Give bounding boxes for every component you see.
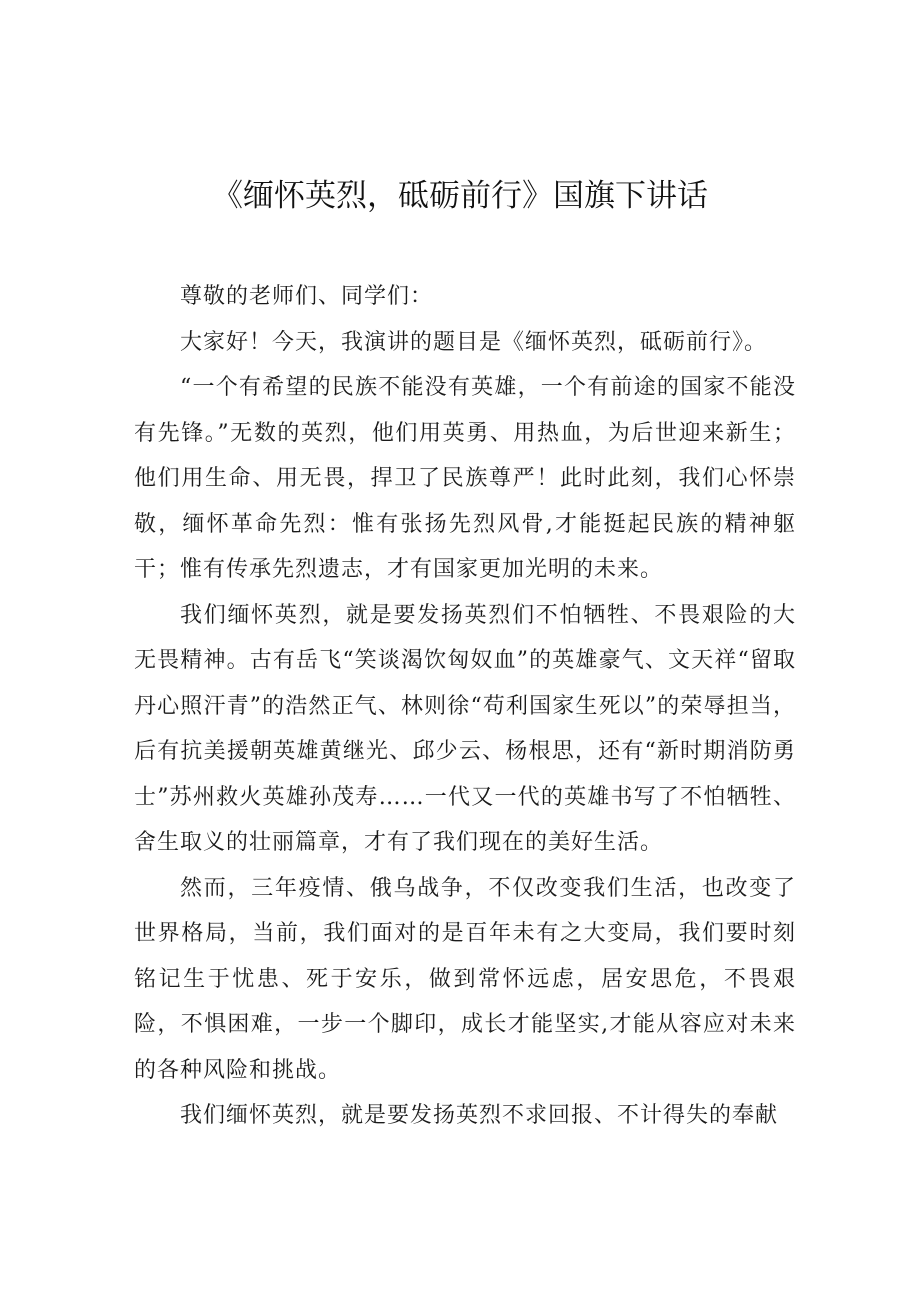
paragraph-intro: 大家好！今天，我演讲的题目是《缅怀英烈，砥砺前行》。 bbox=[180, 329, 768, 355]
document-title: 《缅怀英烈，砥砺前行》国旗下讲话 bbox=[212, 178, 708, 214]
document-body bbox=[134, 274, 796, 1139]
paragraph-quote: “一个有希望的民族不能没有英雄，一个有前途的国家不能没有先锋。”无数的英烈，他们用英勇、用热血，为后世迎来新生；他们用生命、用无畏，捍卫了民族尊严！此时此刻，我们心怀崇敬，缅怀革命先烈：惟有张扬先烈风骨,才能挺起民族的精神躯干；惟有传承先烈遗志，才有国家更加光明的未来。 bbox=[134, 375, 796, 582]
paragraph-dedication: 我们缅怀英烈，就是要发扬英烈不求回报、不计得失的奉献 bbox=[180, 1103, 779, 1128]
paragraph-greeting: 尊敬的老师们、同学们： bbox=[180, 284, 434, 309]
paragraph-challenges: 然而，三年疫情、俄乌战争，不仅改变我们生活，也改变了世界格局，当前，我们面对的是百年未有之大变局，我们要时刻铭记生于忧患、死于安乐，做到常怀远虑，居安思危，不畏艰险，不惧困难，一步一个脚印，成长才能坚实,才能从容应对未来的各种风险和挑战。 bbox=[134, 875, 796, 1083]
paragraph-heroes: 我们缅怀英烈，就是要发扬英烈们不怕牺牲、不畏艰险的大无畏精神。古有岳飞“笑谈渴饮匈奴血”的英雄豪气、文天祥“留取丹心照汗青”的浩然正气、林则徐“苟利国家生死以”的荣辱担当，后有抗美援朝英雄黄继光、邱少云、杨根思，还有“新时期消防勇士”苏州救火英雄孙茂寿……一代又一代的英雄书写了不怕牺牲、舍生取义的壮丽篇章，才有了我们现在的美好生活。 bbox=[134, 602, 796, 855]
